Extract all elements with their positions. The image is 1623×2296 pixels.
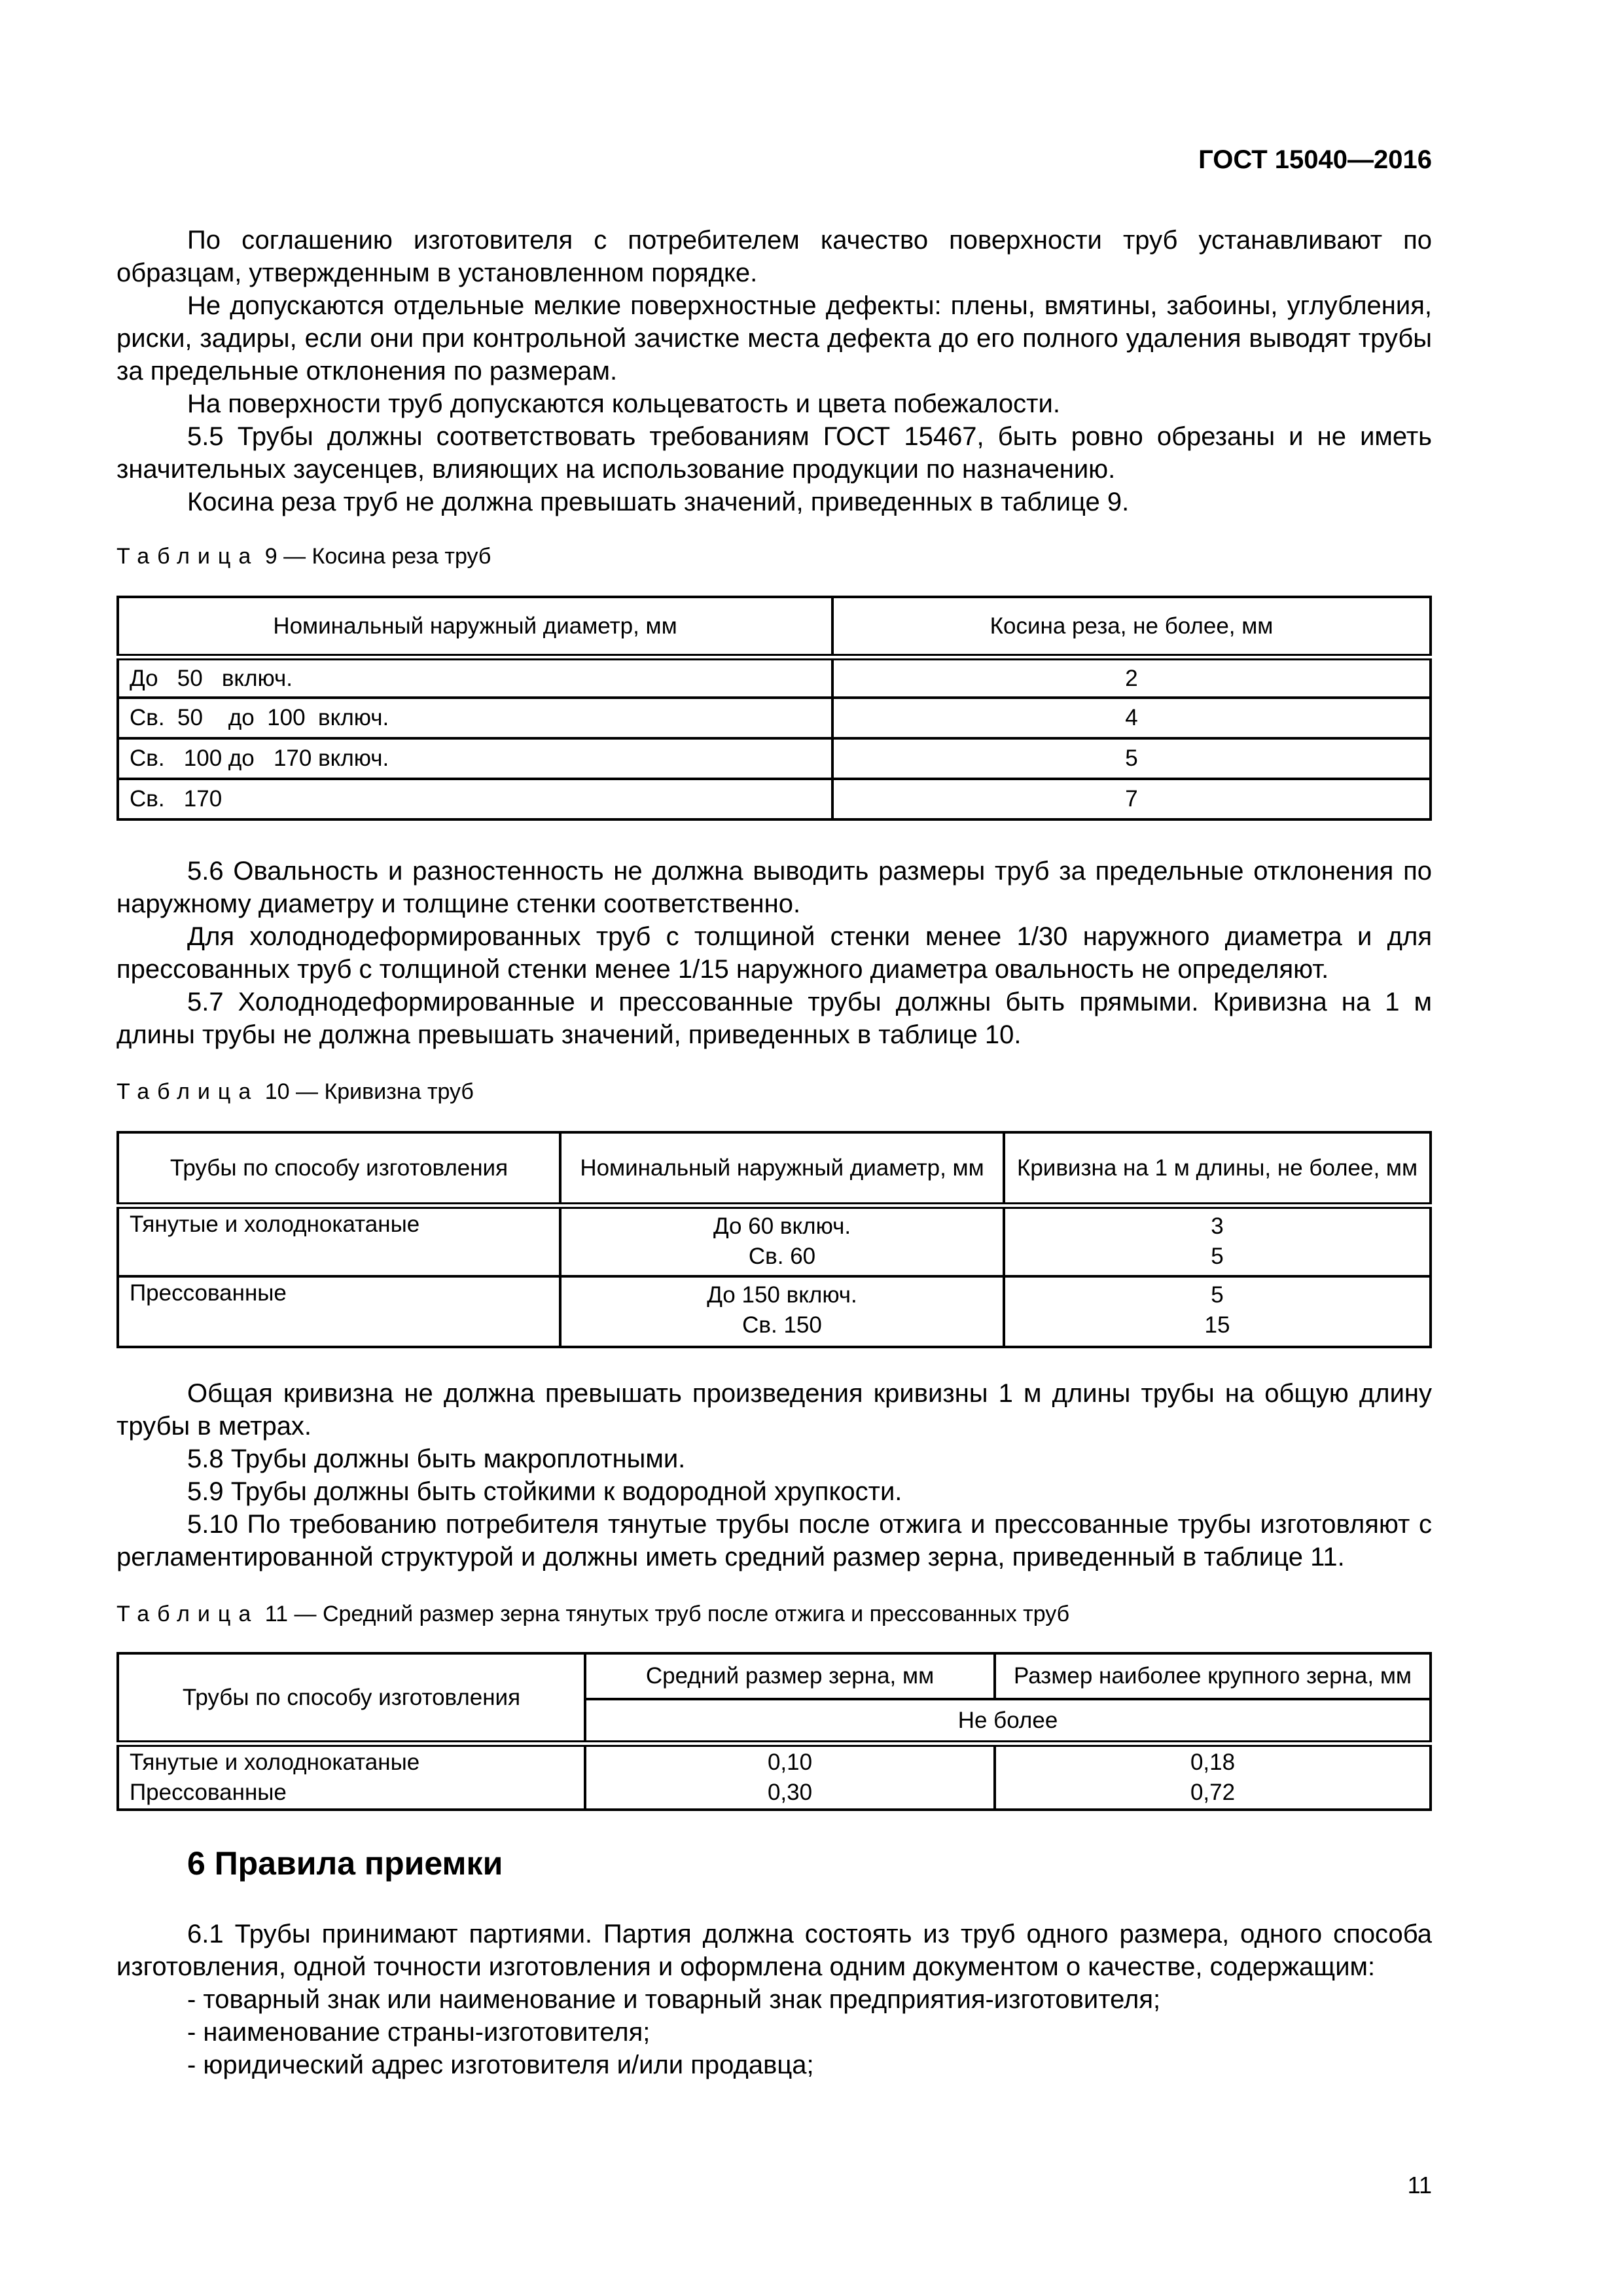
caption-word: Таблица xyxy=(116,544,259,569)
text-block-a xyxy=(116,224,1432,518)
table-cell: Св. 50 до 100 включ. xyxy=(118,698,832,738)
paragraph: На поверхности труб допускаются кольцеватость и цвета побежалости. xyxy=(187,389,1060,418)
header-cell: Трубы по способу изготовления xyxy=(118,1132,560,1206)
paragraph: 5.6 Овальность и разностенность не должна выводить размеры труб за предельные отклонения по наружному диаметру и толщине стенки соответственно. xyxy=(116,857,1432,918)
header-cell: Размер наиболее крупного зерна, мм xyxy=(995,1653,1431,1699)
value-line: 3 xyxy=(1211,1213,1224,1239)
table-row xyxy=(118,779,1431,819)
table11 xyxy=(116,1652,1432,1811)
table-header-row xyxy=(118,1132,1431,1206)
caption-word: Таблица xyxy=(116,1079,259,1104)
table-cell: Тянутые и холоднокатаные xyxy=(118,1206,560,1276)
paragraph: 5.9 Трубы должны быть стойкими к водородной хрупкости. xyxy=(187,1477,902,1506)
table9 xyxy=(116,596,1432,821)
value-line: 0,30 xyxy=(767,1780,813,1805)
header-cell: Средний размер зерна, мм xyxy=(585,1653,995,1699)
table-cell xyxy=(560,1276,1004,1347)
table-cell: Св. 100 до 170 включ. xyxy=(118,738,832,779)
text-block-c xyxy=(116,1377,1432,1573)
table-row xyxy=(118,698,1431,738)
table-cell: Прессованные xyxy=(118,1276,560,1347)
list-item: - юридический адрес изготовителя и/или продавца; xyxy=(187,2051,814,2079)
header-cell: Номинальный наружный диаметр, мм xyxy=(118,597,832,657)
paragraph: 5.7 Холоднодеформированные и прессованные трубы должны быть прямыми. Кривизна на 1 м длины трубы не должна превышать значений, приведенных в таблице 10. xyxy=(116,988,1432,1049)
table-row xyxy=(118,738,1431,779)
method-line: Тянутые и холоднокатаные xyxy=(130,1749,420,1775)
list-item: - товарный знак или наименование и товарный знак предприятия-изготовителя; xyxy=(187,1985,1161,2014)
paragraph: 5.5 Трубы должны соответствовать требованиям ГОСТ 15467, быть ровно обрезаны и не иметь значительных заусенцев, влияющих на использование продукции по назначению. xyxy=(116,422,1432,484)
document-header: ГОСТ 15040—2016 xyxy=(1198,145,1432,174)
value-line: 0,18 xyxy=(1190,1749,1236,1775)
table-cell xyxy=(560,1206,1004,1276)
table-cell xyxy=(995,1744,1431,1810)
diameter-line: До 60 включ. xyxy=(713,1213,851,1239)
text-block-b xyxy=(116,855,1432,1051)
table-row xyxy=(118,657,1431,698)
paragraph: 5.8 Трубы должны быть макроплотными. xyxy=(187,1444,686,1473)
value-line: 5 xyxy=(1211,1282,1224,1308)
paragraph: 6.1 Трубы принимают партиями. Партия должна состоять из труб одного размера, одного способа изготовления, одной точности изготовления и оформлена одним документом о качестве, содержащим: xyxy=(116,1920,1432,1981)
table-cell: Св. 170 xyxy=(118,779,832,819)
value-line: 0,72 xyxy=(1190,1780,1236,1805)
header-cell: Не более xyxy=(585,1699,1431,1744)
header-cell: Номинальный наружный диаметр, мм xyxy=(560,1132,1004,1206)
section-heading: 6 Правила приемки xyxy=(187,1845,503,1882)
value-line: 5 xyxy=(1211,1244,1224,1269)
paragraph: 5.10 По требованию потребителя тянутые трубы после отжига и прессованные трубы изготовляют с регламентированной структурой и должны иметь средний размер зерна, приведенный в таблице 11. xyxy=(116,1510,1432,1571)
table-cell xyxy=(1004,1276,1431,1347)
paragraph: По соглашению изготовителя с потребителем качество поверхности труб устанавливают по образцам, утвержденным в установленном порядке. xyxy=(116,226,1432,287)
caption-text: 9 — Косина реза труб xyxy=(259,544,491,569)
list-item: - наименование страны-изготовителя; xyxy=(187,2018,651,2047)
header-cell: Трубы по способу изготовления xyxy=(118,1653,585,1744)
caption-text: 11 — Средний размер зерна тянутых труб после отжига и прессованных труб xyxy=(259,1602,1070,1626)
page-number: 11 xyxy=(1407,2172,1432,2198)
table-header-row xyxy=(118,597,1431,657)
paragraph: Косина реза труб не должна превышать значений, приведенных в таблице 9. xyxy=(187,488,1130,516)
value-line: 0,10 xyxy=(767,1749,813,1775)
paragraph: Для холоднодеформированных труб с толщиной стенки менее 1/30 наружного диаметра и для прессованных труб с толщиной стенки менее 1/15 наружного диаметра овальность не определяют. xyxy=(116,922,1432,984)
header-cell: Косина реза, не более, мм xyxy=(832,597,1431,657)
table-row xyxy=(118,1744,1431,1810)
text-block-section6 xyxy=(116,1918,1432,2081)
diameter-line: Св. 150 xyxy=(742,1312,822,1338)
table-cell: 7 xyxy=(832,779,1431,819)
table-cell xyxy=(118,1744,585,1810)
table-cell xyxy=(1004,1206,1431,1276)
value-line: 15 xyxy=(1204,1312,1230,1338)
paragraph: Не допускаются отдельные мелкие поверхностные дефекты: плены, вмятины, забоины, углубления, риски, задиры, если они при контрольной зачистке места дефекта до его полного удаления выводят трубы за предельные отклонения по размерам. xyxy=(116,291,1432,386)
table10-caption xyxy=(116,1079,474,1105)
table-cell xyxy=(585,1744,995,1810)
diameter-line: До 150 включ. xyxy=(707,1282,857,1308)
table-cell: 4 xyxy=(832,698,1431,738)
paragraph: Общая кривизна не должна превышать произведения кривизны 1 м длины трубы на общую длину трубы в метрах. xyxy=(116,1379,1432,1441)
table-cell: До 50 включ. xyxy=(118,657,832,698)
table9-caption xyxy=(116,543,491,569)
diameter-line: Св. 60 xyxy=(748,1244,816,1269)
table-header-row xyxy=(118,1653,1431,1699)
header-cell: Кривизна на 1 м длины, не более, мм xyxy=(1004,1132,1431,1206)
table-row xyxy=(118,1276,1431,1347)
table-cell: 5 xyxy=(832,738,1431,779)
table-cell: 2 xyxy=(832,657,1431,698)
caption-text: 10 — Кривизна труб xyxy=(259,1079,474,1104)
method-line: Прессованные xyxy=(130,1780,287,1805)
table10 xyxy=(116,1131,1432,1348)
table-row xyxy=(118,1206,1431,1276)
caption-word: Таблица xyxy=(116,1602,259,1626)
table11-caption xyxy=(116,1601,1069,1627)
